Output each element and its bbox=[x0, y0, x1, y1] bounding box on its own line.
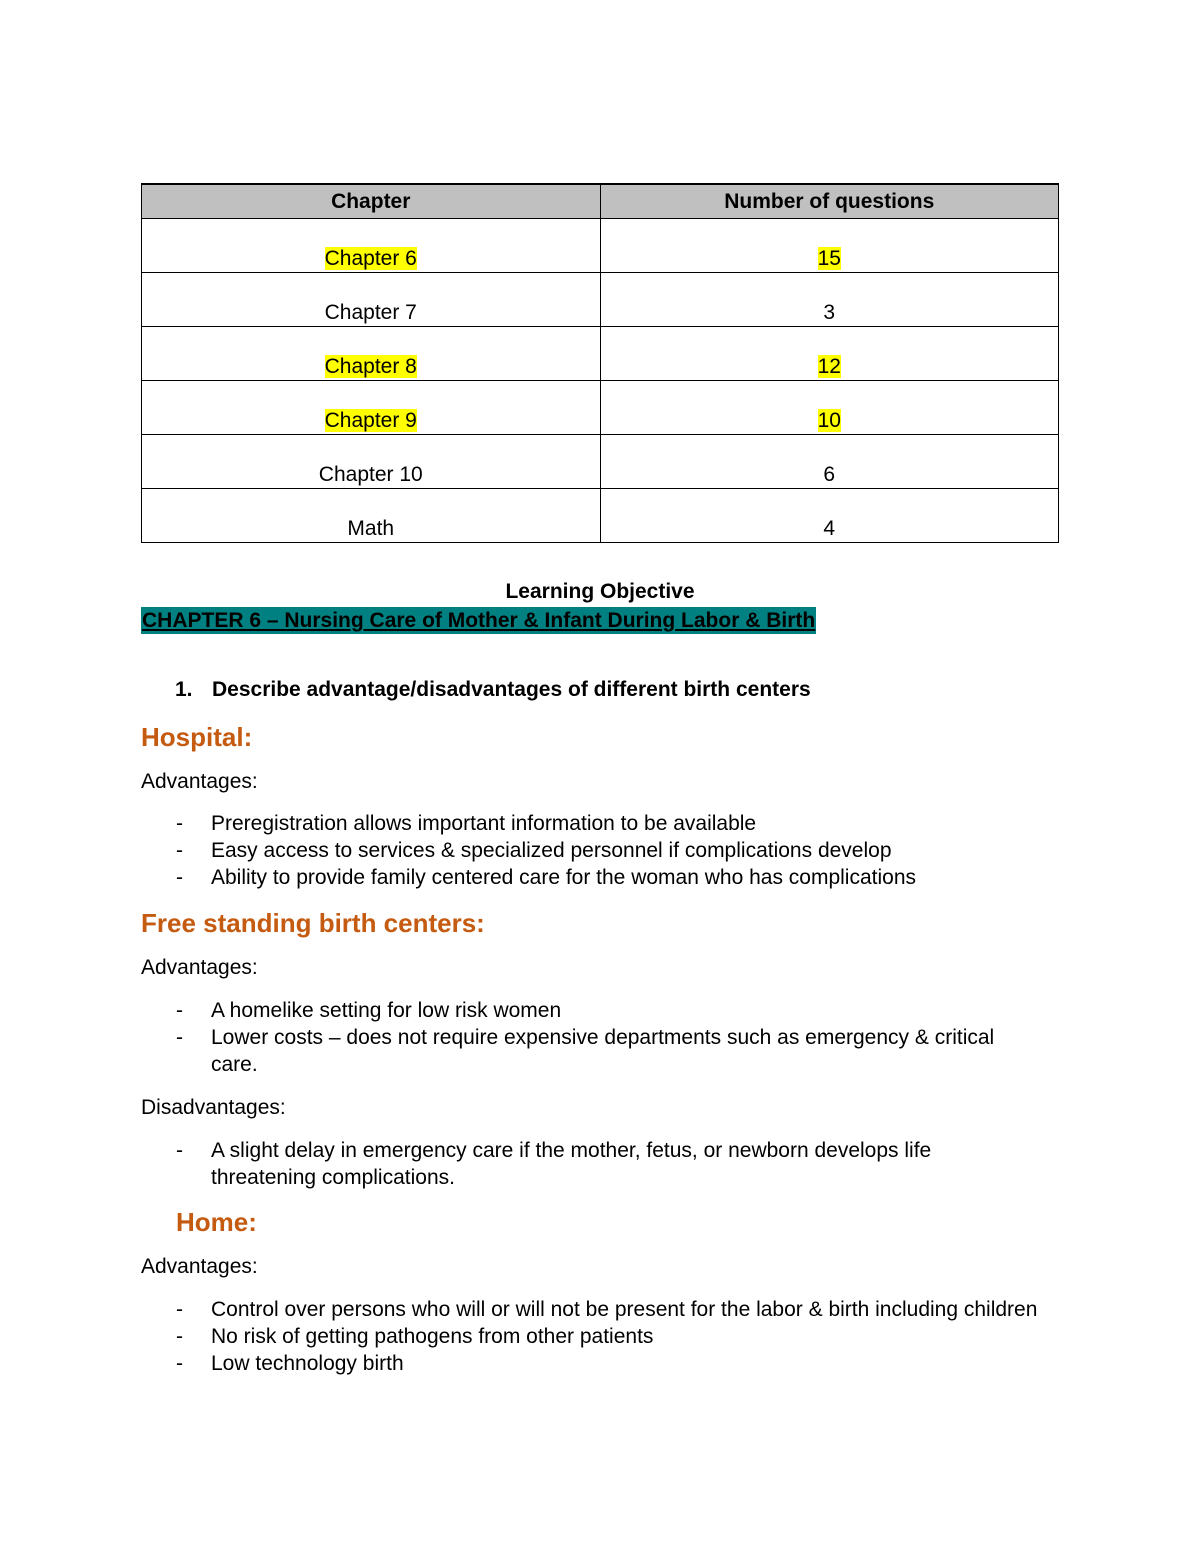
table-row bbox=[142, 489, 1059, 543]
hospital-advantages-label: Advantages: bbox=[141, 770, 258, 793]
freestanding-advantages-list bbox=[141, 997, 1041, 1078]
freestanding-disadvantages-label: Disadvantages: bbox=[141, 1096, 286, 1119]
chapter-heading: CHAPTER 6 – Nursing Care of Mother & Infant During Labor & Birth bbox=[142, 609, 816, 632]
chapter-cell bbox=[142, 381, 601, 435]
list-item: - Ability to provide family centered care for the woman who has complications bbox=[141, 864, 1041, 891]
list-item: - Lower costs – does not require expensive departments such as emergency & critical care. bbox=[141, 1024, 1041, 1078]
objective-text: Describe advantage/disadvantages of different birth centers bbox=[212, 678, 811, 701]
list-item: - Preregistration allows important information to be available bbox=[141, 810, 1041, 837]
section-title-home: Home: bbox=[176, 1207, 257, 1237]
question-count-cell bbox=[600, 273, 1059, 327]
objective-item bbox=[175, 678, 811, 702]
table-header-row bbox=[142, 184, 1059, 219]
chapter-cell bbox=[142, 489, 601, 543]
objective-number: 1. bbox=[175, 678, 193, 701]
home-advantages-label: Advantages: bbox=[141, 1255, 258, 1278]
section-title-hospital: Hospital: bbox=[141, 722, 253, 752]
list-item: - A homelike setting for low risk women bbox=[141, 997, 1041, 1024]
learning-objective-title: Learning Objective bbox=[505, 580, 695, 603]
question-count-cell bbox=[600, 381, 1059, 435]
hospital-advantages-list bbox=[141, 810, 1041, 891]
home-advantages-list bbox=[141, 1296, 1041, 1377]
question-count: 3 bbox=[823, 301, 836, 324]
table-row bbox=[142, 435, 1059, 489]
question-count-cell bbox=[600, 327, 1059, 381]
chapter-name: Chapter 9 bbox=[324, 409, 417, 432]
table-row bbox=[142, 381, 1059, 435]
list-item: - Easy access to services & specialized personnel if complications develop bbox=[141, 837, 1041, 864]
list-item: - No risk of getting pathogens from other patients bbox=[141, 1323, 1041, 1350]
question-count-cell bbox=[600, 219, 1059, 273]
question-count: 4 bbox=[823, 517, 836, 540]
freestanding-disadvantages-list bbox=[141, 1137, 1041, 1191]
table-row bbox=[142, 219, 1059, 273]
chapter-name: Math bbox=[347, 517, 395, 540]
list-item: - Control over persons who will or will not be present for the labor & birth including children bbox=[141, 1296, 1041, 1323]
chapter-name: Chapter 7 bbox=[324, 301, 417, 324]
question-count: 12 bbox=[817, 355, 841, 378]
questions-table bbox=[141, 183, 1059, 543]
table-row bbox=[142, 327, 1059, 381]
list-item: - A slight delay in emergency care if the mother, fetus, or newborn develops life threatening complications. bbox=[141, 1137, 1041, 1191]
question-count: 15 bbox=[817, 247, 841, 270]
question-count: 10 bbox=[817, 409, 841, 432]
table-row bbox=[142, 273, 1059, 327]
question-count-cell bbox=[600, 489, 1059, 543]
chapter-cell bbox=[142, 435, 601, 489]
column-header-count: Number of questions bbox=[600, 184, 1059, 219]
chapter-cell bbox=[142, 273, 601, 327]
chapter-name: Chapter 6 bbox=[324, 247, 417, 270]
column-header-chapter: Chapter bbox=[142, 184, 601, 219]
section-title-freestanding: Free standing birth centers: bbox=[141, 908, 485, 938]
chapter-cell bbox=[142, 219, 601, 273]
question-count-cell bbox=[600, 435, 1059, 489]
freestanding-advantages-label: Advantages: bbox=[141, 956, 258, 979]
chapter-name: Chapter 8 bbox=[324, 355, 417, 378]
chapter-name: Chapter 10 bbox=[318, 463, 423, 486]
list-item: - Low technology birth bbox=[141, 1350, 1041, 1377]
question-count: 6 bbox=[823, 463, 836, 486]
chapter-cell bbox=[142, 327, 601, 381]
